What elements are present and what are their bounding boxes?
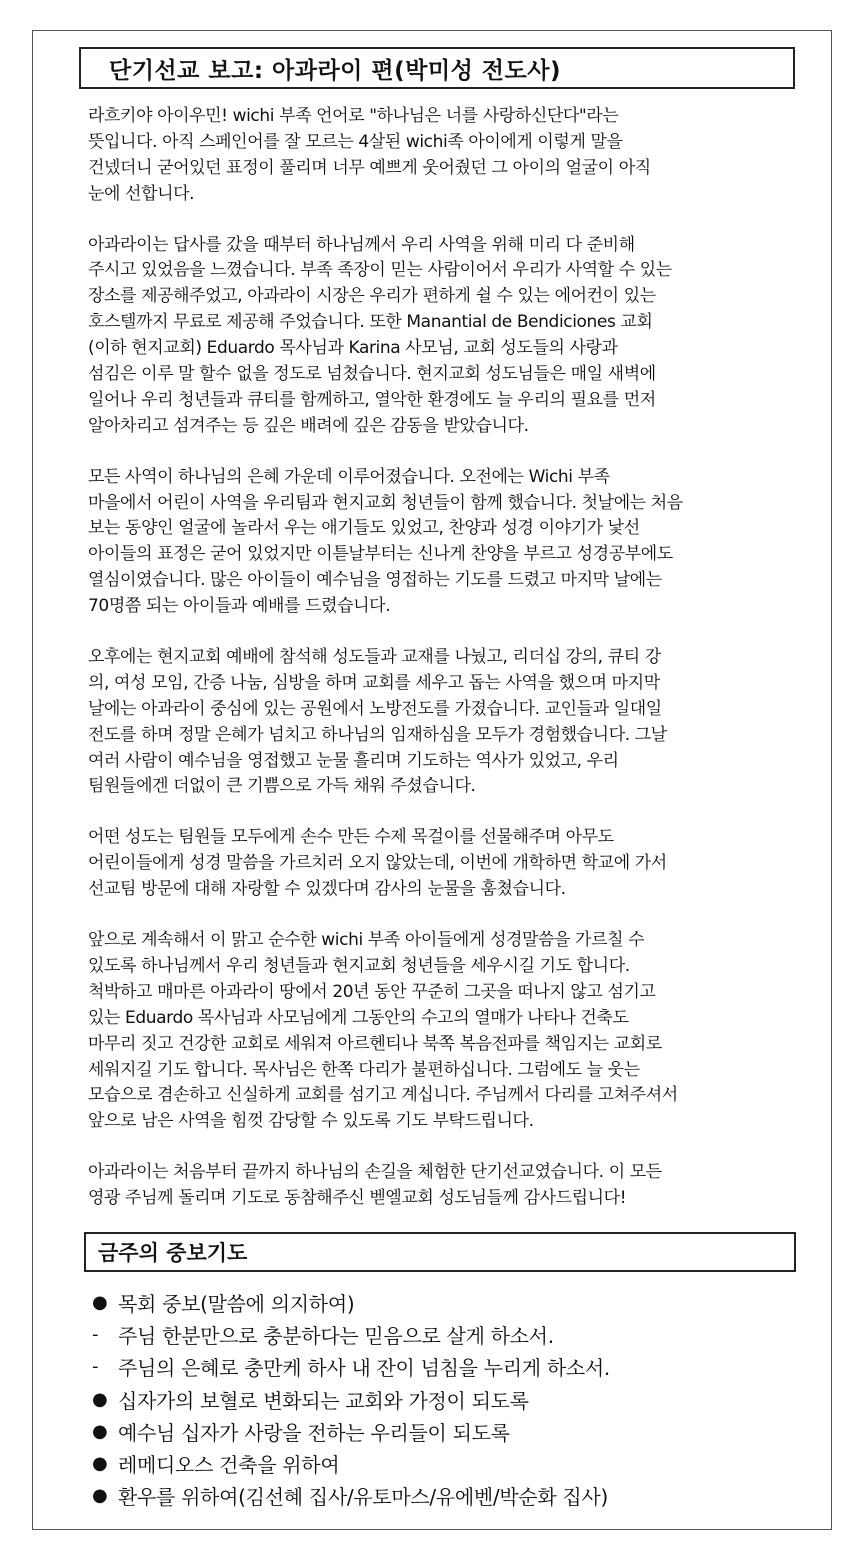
prayer-item-text: 주님의 은혜로 충만케 하사 내 잔이 넘침을 누리게 하소서.	[118, 1356, 610, 1381]
dash-marker: -	[92, 1323, 99, 1345]
text-line: 날에는 아과라이 중심에 있는 공원에서 노방전도를 가졌습니다. 교인들과 일대일	[88, 698, 662, 719]
text-line: 모든 사역이 하나님의 은혜 가운데 이루어졌습니다. 오전에는 Wichi 부족	[88, 466, 610, 487]
text-line: 세워지길 기도 합니다. 목사님은 한쪽 다리가 불편하십니다. 그럼에도 늘 웃는	[88, 1059, 640, 1080]
paragraph-6	[88, 928, 788, 1135]
prayer-heading: 금주의 중보기도	[84, 1232, 796, 1272]
text-line: 열심이였습니다. 많은 아이들이 예수님을 영접하는 기도를 드렸고 마지막 날에는	[88, 570, 662, 591]
report-body	[88, 104, 788, 1237]
text-line: 전도를 하며 정말 은혜가 넘치고 하나님의 임재하심을 모두가 경험했습니다. 그날	[88, 724, 667, 745]
text-line: 알아차리고 섬겨주는 등 깊은 배려에 깊은 감동을 받았습니다.	[88, 415, 529, 436]
text-line: 눈에 선합니다.	[88, 183, 195, 204]
text-line: 아과라이는 처음부터 끝까지 하나님의 손길을 체험한 단기선교였습니다. 이 모든	[88, 1162, 662, 1183]
text-line: 있도록 하나님께서 우리 청년들과 현지교회 청년들을 세우시길 기도 합니다.	[88, 955, 630, 976]
report-title: 단기선교 보고: 아과라이 편(박미성 전도사)	[79, 47, 795, 89]
text-line: 뜻입니다. 아직 스페인어를 잘 모르는 4살된 wichi족 아이에게 이렇게 말을	[88, 131, 623, 152]
paragraph-7	[88, 1160, 788, 1212]
text-line: 모습으로 겸손하고 신실하게 교회를 섬기고 계십니다. 주님께서 다리를 고쳐주셔서	[88, 1085, 678, 1106]
prayer-item	[92, 1351, 792, 1383]
text-line: 마무리 짓고 건강한 교회로 세워져 아르헨티나 북쪽 복음전파를 책임지는 교회로	[88, 1033, 662, 1054]
prayer-item-text: 십자가의 보혈로 변화되는 교회와 가정이 되도록	[118, 1388, 529, 1413]
prayer-item	[92, 1415, 792, 1447]
text-line: 오후에는 현지교회 예배에 참석해 성도들과 교재를 나눴고, 리더십 강의, 큐티 강	[88, 647, 661, 668]
text-line: 어떤 성도는 팀원들 모두에게 손수 만든 수제 목걸이를 선물해주며 아무도	[88, 827, 614, 848]
text-line: 라흐키야 아이우민! wichi 부족 언어로 "하나님은 너를 사랑하신단다"라는	[88, 106, 619, 126]
prayer-item	[92, 1318, 792, 1350]
text-line: 앞으로 남은 사역을 힘껏 감당할 수 있도록 기도 부탁드립니다.	[88, 1111, 534, 1132]
dash-marker: -	[92, 1356, 99, 1378]
text-line: 호스텔까지 무료로 제공해 주었습니다. 또한 Manantial de Bendiciones 교회	[88, 312, 653, 333]
paragraph-4	[88, 645, 788, 800]
text-line: 여러 사람이 예수님을 영접했고 눈물 흘리며 기도하는 역사가 있었고, 우리	[88, 750, 619, 771]
text-line: 선교팀 방문에 대해 자랑할 수 있겠다며 감사의 눈물을 훔쳤습니다.	[88, 879, 566, 900]
text-line: 의, 여성 모임, 간증 나눔, 심방을 하며 교회를 세우고 돕는 사역을 했으며 마지막	[88, 672, 660, 693]
text-line: 70명쯤 되는 아이들과 예배를 드렸습니다.	[88, 596, 391, 617]
paragraph-2	[88, 233, 788, 440]
text-line: 장소를 제공해주었고, 아과라이 시장은 우리가 편하게 쉴 수 있는 에어컨이 있는	[88, 286, 656, 307]
prayer-item	[92, 1480, 792, 1512]
bullet-marker: ●	[92, 1388, 108, 1410]
text-line: 보는 동양인 얼굴에 놀라서 우는 애기들도 있었고, 찬양과 성경 이야기가 낯선	[88, 518, 640, 539]
text-line: 앞으로 계속해서 이 맑고 순수한 wichi 부족 아이들에게 성경말씀을 가르칠 수	[88, 930, 645, 951]
text-line: 건넸더니 굳어있던 표정이 풀리며 너무 예쁘게 웃어줬던 그 아이의 얼굴이 아직	[88, 157, 651, 178]
text-line: 팀원들에겐 더없이 큰 기쁨으로 가득 채워 주셨습니다.	[88, 776, 476, 797]
prayer-list	[92, 1286, 792, 1512]
prayer-item-text: 환우를 위하여(김선혜 집사/유토마스/유에벤/박순화 집사)	[118, 1485, 608, 1510]
text-line: 아과라이는 답사를 갔을 때부터 하나님께서 우리 사역을 위해 미리 다 준비해	[88, 234, 635, 255]
text-line: 어린이들에게 성경 말씀을 가르치러 오지 않았는데, 이번에 개학하면 학교에 가서	[88, 853, 667, 874]
text-line: 주시고 있었음을 느꼈습니다. 부족 족장이 믿는 사람이어서 우리가 사역할 수 있는	[88, 260, 672, 281]
prayer-item-text: 레메디오스 건축을 위하여	[118, 1453, 340, 1478]
bullet-marker: ●	[92, 1485, 108, 1507]
bullet-marker: ●	[92, 1453, 108, 1475]
prayer-item-text: 목회 중보(말씀에 의지하여)	[118, 1291, 355, 1316]
prayer-item	[92, 1286, 792, 1318]
bullet-marker: ●	[92, 1291, 108, 1313]
bullet-marker: ●	[92, 1420, 108, 1442]
paragraph-5	[88, 825, 788, 903]
text-line: 일어나 우리 청년들과 큐티를 함께하고, 열악한 환경에도 늘 우리의 필요를 먼저	[88, 389, 656, 410]
text-line: 아이들의 표정은 굳어 있었지만 이튿날부터는 신나게 찬양을 부르고 성경공부에도	[88, 544, 673, 565]
text-line: 마을에서 어린이 사역을 우리팀과 현지교회 청년들이 함께 했습니다. 첫날에는 처음	[88, 492, 683, 513]
prayer-item-text: 주님 한분만으로 충분하다는 믿음으로 살게 하소서.	[118, 1323, 554, 1348]
text-line: 척박하고 매마른 아과라이 땅에서 20년 동안 꾸준히 그곳을 떠나지 않고 섬기고	[88, 981, 656, 1002]
paragraph-1	[88, 104, 788, 208]
text-line: 영광 주님께 돌리며 기도로 동참해주신 벧엘교회 성도님들께 감사드립니다!	[88, 1188, 627, 1209]
text-line: 섬김은 이루 말 할수 없을 정도로 넘쳤습니다. 현지교회 성도님들은 매일 새벽에	[88, 364, 656, 385]
prayer-item	[92, 1447, 792, 1479]
prayer-item-text: 예수님 십자가 사랑을 전하는 우리들이 되도록	[118, 1420, 510, 1445]
paragraph-3	[88, 465, 788, 620]
prayer-item	[92, 1383, 792, 1415]
text-line: (이하 현지교회) Eduardo 목사님과 Karina 사모님, 교회 성도들의 사랑과	[88, 338, 618, 359]
text-line: 있는 Eduardo 목사님과 사모님에게 그동안의 수고의 열매가 나타나 건축도	[88, 1007, 629, 1028]
